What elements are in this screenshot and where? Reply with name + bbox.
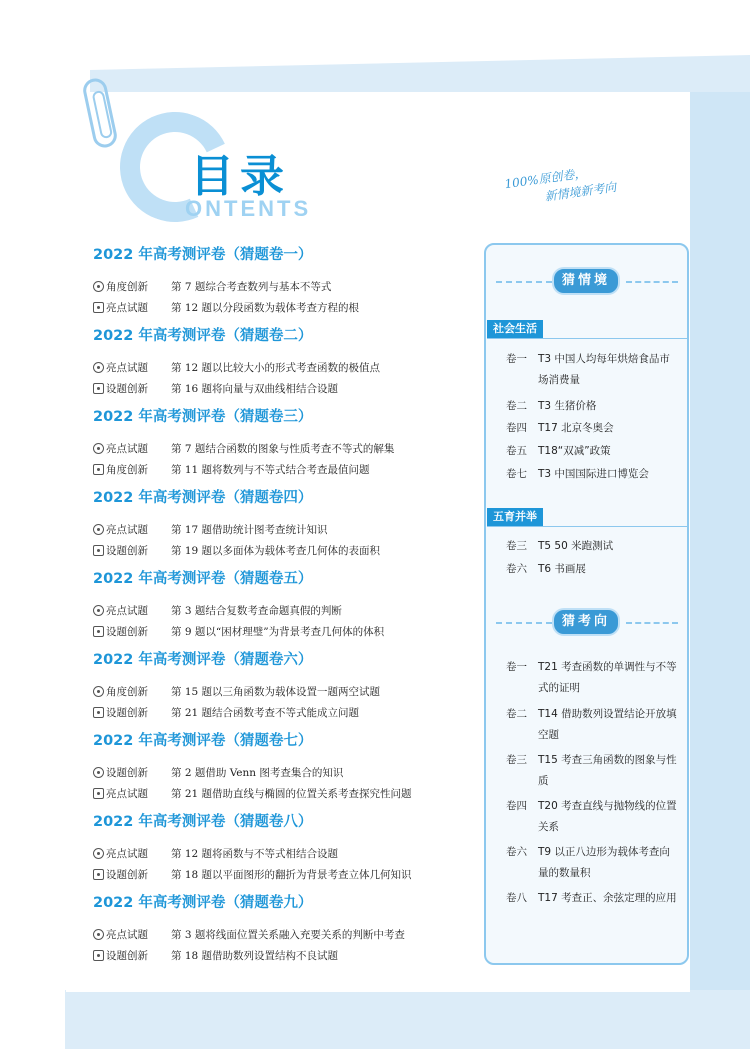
pill-guess-context: 猜情境: [552, 267, 620, 295]
volume-label: 卷四: [506, 800, 527, 812]
list-item[interactable]: [506, 464, 686, 485]
toc-entry[interactable]: [93, 438, 473, 459]
toc-section: [93, 487, 473, 568]
item-text: T9 以正八边形为载体考查向量的数量积: [538, 846, 670, 879]
entry-description: 第 11 题将数列与不等式结合考查最值问题: [171, 464, 370, 476]
compass-icon: [93, 686, 104, 697]
entry-description: 第 3 题将线面位置关系融入充要关系的判断中考查: [171, 929, 405, 941]
list-item[interactable]: [506, 349, 686, 391]
entry-description: 第 12 题以比较大小的形式考查函数的极值点: [171, 362, 381, 374]
item-text: T17 考查正、余弦定理的应用: [538, 892, 677, 904]
item-text: T20 考查直线与抛物线的位置关系: [538, 800, 677, 833]
section-title[interactable]: 2022 年高考测评卷（猜题卷八）: [93, 814, 313, 830]
toc-entry[interactable]: [93, 519, 473, 540]
item-text: T18“双减”政策: [538, 445, 611, 457]
compass-icon: [93, 281, 104, 292]
divider: [626, 281, 678, 283]
item-text: T3 中国国际进口博览会: [538, 468, 649, 480]
entry-category: 亮点试题: [106, 524, 148, 536]
item-text: T17 北京冬奥会: [538, 422, 614, 434]
toc-section: [93, 244, 473, 325]
divider: [487, 338, 687, 339]
toc-entry[interactable]: [93, 702, 473, 723]
tab-social-life: 社会生活: [487, 320, 543, 338]
toc-section: [93, 406, 473, 487]
toc-section: [93, 811, 473, 892]
list-item[interactable]: [506, 536, 686, 557]
page-title: 目录: [190, 151, 290, 202]
entry-category: 亮点试题: [106, 848, 148, 860]
entry-category: 角度创新: [106, 281, 148, 293]
page-subtitle: ONTENTS: [185, 196, 312, 221]
divider: [487, 526, 687, 527]
item-text: T21 考查函数的单调性与不等式的证明: [538, 661, 677, 694]
entry-category: 设题创新: [106, 545, 148, 557]
entry-description: 第 12 题将函数与不等式相结合设题: [171, 848, 339, 860]
toc-section: [93, 892, 473, 973]
star-doc-icon: [93, 464, 104, 475]
tab-five-education: 五育并举: [487, 508, 543, 526]
toc-entry[interactable]: [93, 459, 473, 480]
item-text: T3 中国人均每年烘焙食品市场消费量: [538, 353, 670, 386]
toc-entry[interactable]: [93, 297, 473, 318]
star-doc-icon: [93, 950, 104, 961]
toc-entry[interactable]: [93, 681, 473, 702]
toc-entry[interactable]: [93, 378, 473, 399]
toc-entry[interactable]: [93, 540, 473, 561]
compass-icon: [93, 848, 104, 859]
star-doc-icon: [93, 626, 104, 637]
item-text: T6 书画展: [538, 563, 586, 575]
entry-category: 亮点试题: [106, 605, 148, 617]
volume-label: 卷一: [506, 661, 527, 673]
compass-icon: [93, 767, 104, 778]
entry-description: 第 2 题借助 Venn 图考查集合的知识: [171, 767, 344, 779]
volume-label: 卷一: [506, 353, 527, 365]
section-title[interactable]: 2022 年高考测评卷（猜题卷五）: [93, 571, 313, 587]
volume-label: 卷三: [506, 540, 527, 552]
entry-category: 亮点试题: [106, 362, 148, 374]
entry-description: 第 12 题以分段函数为载体考查方程的根: [171, 302, 360, 314]
divider: [626, 622, 678, 624]
star-doc-icon: [93, 788, 104, 799]
star-doc-icon: [93, 869, 104, 880]
toc-section: [93, 325, 473, 406]
list-item[interactable]: [506, 888, 686, 909]
toc-entry[interactable]: [93, 864, 473, 885]
entry-description: 第 19 题以多面体为载体考查几何体的表面积: [171, 545, 381, 557]
toc-section: [93, 568, 473, 649]
star-doc-icon: [93, 707, 104, 718]
background-band-bottom: [65, 990, 750, 1049]
volume-label: 卷三: [506, 754, 527, 766]
volume-label: 卷二: [506, 708, 527, 720]
list-item[interactable]: [506, 657, 686, 699]
volume-label: 卷五: [506, 445, 527, 457]
divider: [496, 281, 552, 283]
compass-icon: [93, 605, 104, 616]
pill-guess-direction: 猜考向: [552, 608, 620, 636]
star-doc-icon: [93, 302, 104, 313]
entry-category: 设题创新: [106, 950, 148, 962]
entry-category: 设题创新: [106, 626, 148, 638]
section-title[interactable]: 2022 年高考测评卷（猜题卷二）: [93, 328, 313, 344]
star-doc-icon: [93, 383, 104, 394]
entry-description: 第 18 题以平面图形的翻折为背景考查立体几何知识: [171, 869, 412, 881]
tagline-line-2: 新情境新考向: [543, 179, 618, 204]
volume-label: 卷二: [506, 400, 527, 412]
list-item[interactable]: [506, 750, 686, 792]
volume-label: 卷六: [506, 563, 527, 575]
star-doc-icon: [93, 545, 104, 556]
list-item[interactable]: [506, 418, 686, 439]
section-title[interactable]: 2022 年高考测评卷（猜题卷三）: [93, 409, 313, 425]
toc-entry[interactable]: [93, 621, 473, 642]
section-title[interactable]: 2022 年高考测评卷（猜题卷一）: [93, 247, 313, 263]
entry-description: 第 17 题借助统计图考查统计知识: [171, 524, 328, 536]
compass-icon: [93, 443, 104, 454]
entry-description: 第 7 题结合函数的图象与性质考查不等式的解集: [171, 443, 395, 455]
compass-icon: [93, 524, 104, 535]
item-text: T15 考查三角函数的图象与性质: [538, 754, 677, 787]
list-item[interactable]: [506, 559, 686, 580]
volume-label: 卷七: [506, 468, 527, 480]
entry-category: 亮点试题: [106, 443, 148, 455]
entry-category: 角度创新: [106, 464, 148, 476]
section-title[interactable]: 2022 年高考测评卷（猜题卷六）: [93, 652, 313, 668]
entry-category: 设题创新: [106, 767, 148, 779]
toc-entry[interactable]: [93, 945, 473, 966]
toc-list: [93, 244, 473, 973]
toc-entry[interactable]: [93, 276, 473, 297]
volume-label: 卷四: [506, 422, 527, 434]
volume-label: 卷六: [506, 846, 527, 858]
toc-section: [93, 730, 473, 811]
toc-entry[interactable]: [93, 357, 473, 378]
list-item[interactable]: [506, 704, 686, 746]
item-text: T5 50 米跑测试: [538, 540, 614, 552]
compass-icon: [93, 362, 104, 373]
list-item[interactable]: [506, 441, 686, 462]
toc-entry[interactable]: [93, 843, 473, 864]
toc-section: [93, 649, 473, 730]
section-title[interactable]: 2022 年高考测评卷（猜题卷四）: [93, 490, 313, 506]
divider: [496, 622, 552, 624]
compass-icon: [93, 929, 104, 940]
entry-category: 设题创新: [106, 869, 148, 881]
item-text: T3 生猪价格: [538, 400, 597, 412]
background-band-right: [690, 92, 750, 1042]
toc-entry[interactable]: [93, 924, 473, 945]
list-item[interactable]: [506, 796, 686, 838]
entry-category: 设题创新: [106, 383, 148, 395]
entry-description: 第 18 题借助数列设置结构不良试题: [171, 950, 339, 962]
volume-label: 卷八: [506, 892, 527, 904]
item-text: T14 借助数列设置结论开放填空题: [538, 708, 677, 741]
entry-description: 第 21 题结合函数考查不等式能成立问题: [171, 707, 360, 719]
entry-description: 第 16 题将向量与双曲线相结合设题: [171, 383, 339, 395]
list-item[interactable]: [506, 396, 686, 417]
entry-category: 设题创新: [106, 707, 148, 719]
entry-category: 亮点试题: [106, 302, 148, 314]
list-item[interactable]: [506, 842, 686, 884]
entry-description: 第 21 题借助直线与椭圆的位置关系考查探究性问题: [171, 788, 412, 800]
toc-entry[interactable]: [93, 762, 473, 783]
entry-category: 角度创新: [106, 686, 148, 698]
toc-entry[interactable]: [93, 783, 473, 804]
entry-description: 第 9 题以“困材理璧”为背景考查几何体的体积: [171, 626, 385, 638]
section-title[interactable]: 2022 年高考测评卷（猜题卷九）: [93, 895, 313, 911]
tagline-line-1: 100%原创卷，: [503, 165, 588, 192]
entry-category: 亮点试题: [106, 929, 148, 941]
entry-description: 第 15 题以三角函数为载体设置一题两空试题: [171, 686, 381, 698]
entry-description: 第 3 题结合复数考查命题真假的判断: [171, 605, 342, 617]
toc-entry[interactable]: [93, 600, 473, 621]
entry-category: 亮点试题: [106, 788, 148, 800]
entry-description: 第 7 题综合考查数列与基本不等式: [171, 281, 332, 293]
section-title[interactable]: 2022 年高考测评卷（猜题卷七）: [93, 733, 313, 749]
